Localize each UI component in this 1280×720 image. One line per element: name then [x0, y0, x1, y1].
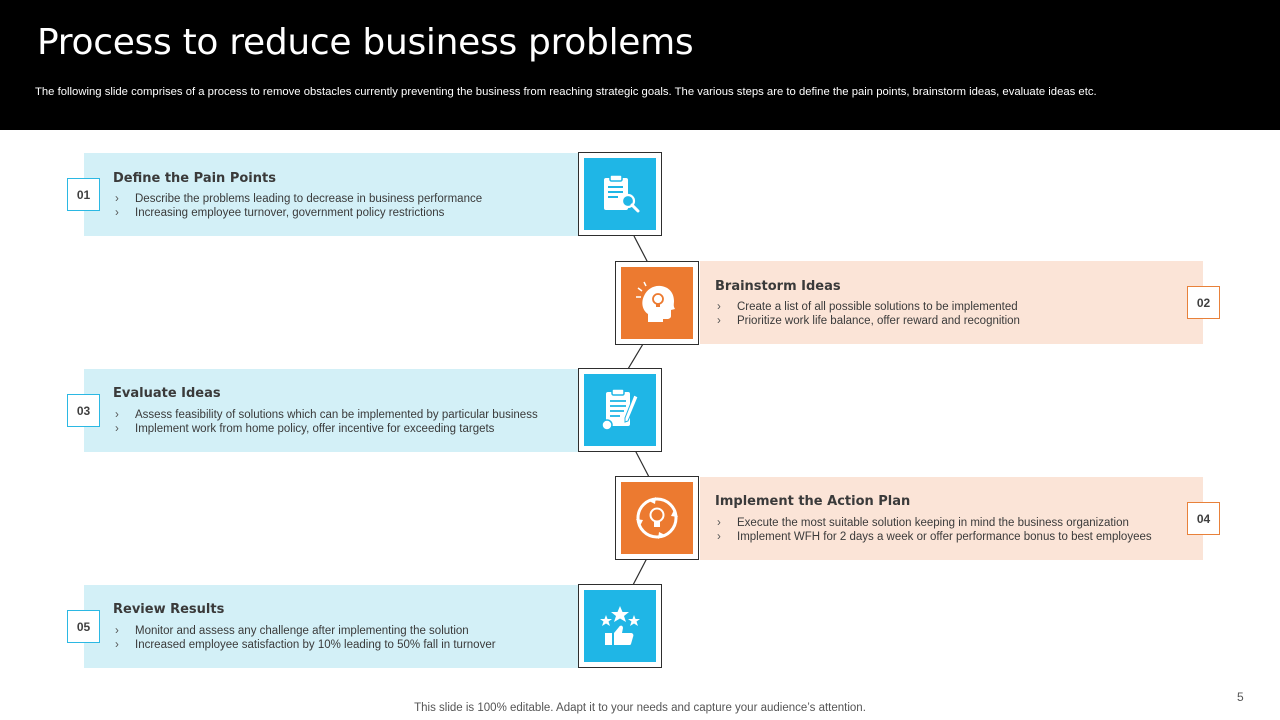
- step-title: Implement the Action Plan: [715, 494, 911, 509]
- step-bullets: [115, 408, 538, 436]
- bullet-item: › Create a list of all possible solutions to be implemented: [717, 301, 1018, 313]
- step-03-icon-frame: [578, 368, 662, 452]
- chevron-right-icon: ›: [115, 207, 119, 219]
- step-bullets: [717, 300, 1020, 328]
- step-title: Define the Pain Points: [113, 171, 276, 186]
- thumbs-up-stars-icon: [597, 603, 643, 649]
- slide-title: Process to reduce business problems: [37, 22, 694, 63]
- step-02-icon-frame: [615, 261, 699, 345]
- step-bullets: [115, 624, 496, 652]
- bullet-item: › Prioritize work life balance, offer reward and recognition: [717, 315, 1020, 327]
- step-01-icon-tile: [584, 158, 656, 230]
- page-number: 5: [1237, 690, 1244, 704]
- footer-note: This slide is 100% editable. Adapt it to your needs and capture your audience’s attention.: [414, 702, 866, 714]
- step-number-badge: 03: [67, 394, 100, 427]
- document-pen-icon: [598, 387, 642, 433]
- bullet-item: › Describe the problems leading to decrease in business performance: [115, 193, 483, 205]
- chevron-right-icon: ›: [717, 531, 721, 543]
- chevron-right-icon: ›: [717, 315, 721, 327]
- step-title: Brainstorm Ideas: [715, 279, 841, 294]
- step-04-icon-frame: [615, 476, 699, 560]
- bullet-item: › Increasing employee turnover, government policy restrictions: [115, 207, 445, 219]
- chevron-right-icon: ›: [717, 517, 721, 529]
- chevron-right-icon: ›: [115, 409, 119, 421]
- bullet-item: › Monitor and assess any challenge after implementing the solution: [115, 625, 469, 637]
- step-number-badge: 02: [1187, 286, 1220, 319]
- clipboard-search-icon: [598, 172, 642, 216]
- chevron-right-icon: ›: [717, 301, 721, 313]
- step-title: Evaluate Ideas: [113, 386, 221, 401]
- bullet-item: › Implement work from home policy, offer incentive for exceeding targets: [115, 423, 495, 435]
- bullet-item: › Assess feasibility of solutions which can be implemented by particular business: [115, 409, 538, 421]
- slide-subtitle: The following slide comprises of a process to remove obstacles currently preventing the business from reaching strategic goals. The various steps are to define the pain points, brainstorm ideas, evaluate ideas etc.: [35, 86, 1097, 98]
- step-02-icon-tile: [621, 267, 693, 339]
- step-title: Review Results: [113, 602, 225, 617]
- chevron-right-icon: ›: [115, 193, 119, 205]
- bullet-item: › Increased employee satisfaction by 10% leading to 50% fall in turnover: [115, 639, 496, 651]
- chevron-right-icon: ›: [115, 625, 119, 637]
- step-number-badge: 01: [67, 178, 100, 211]
- step-03-icon-tile: [584, 374, 656, 446]
- step-bullets: [717, 516, 1152, 544]
- step-bullets: [115, 192, 482, 220]
- bullet-item: › Execute the most suitable solution keeping in mind the business organization: [717, 517, 1129, 529]
- chevron-right-icon: ›: [115, 639, 119, 651]
- step-05-icon-tile: [584, 590, 656, 662]
- step-04-icon-tile: [621, 482, 693, 554]
- step-number-badge: 04: [1187, 502, 1220, 535]
- step-number-badge: 05: [67, 610, 100, 643]
- cycle-lightbulb-icon: [634, 495, 680, 541]
- bullet-item: › Implement WFH for 2 days a week or offer performance bonus to best employees: [717, 531, 1152, 543]
- head-lightbulb-icon: [634, 280, 680, 326]
- step-05-icon-frame: [578, 584, 662, 668]
- chevron-right-icon: ›: [115, 423, 119, 435]
- step-01-icon-frame: [578, 152, 662, 236]
